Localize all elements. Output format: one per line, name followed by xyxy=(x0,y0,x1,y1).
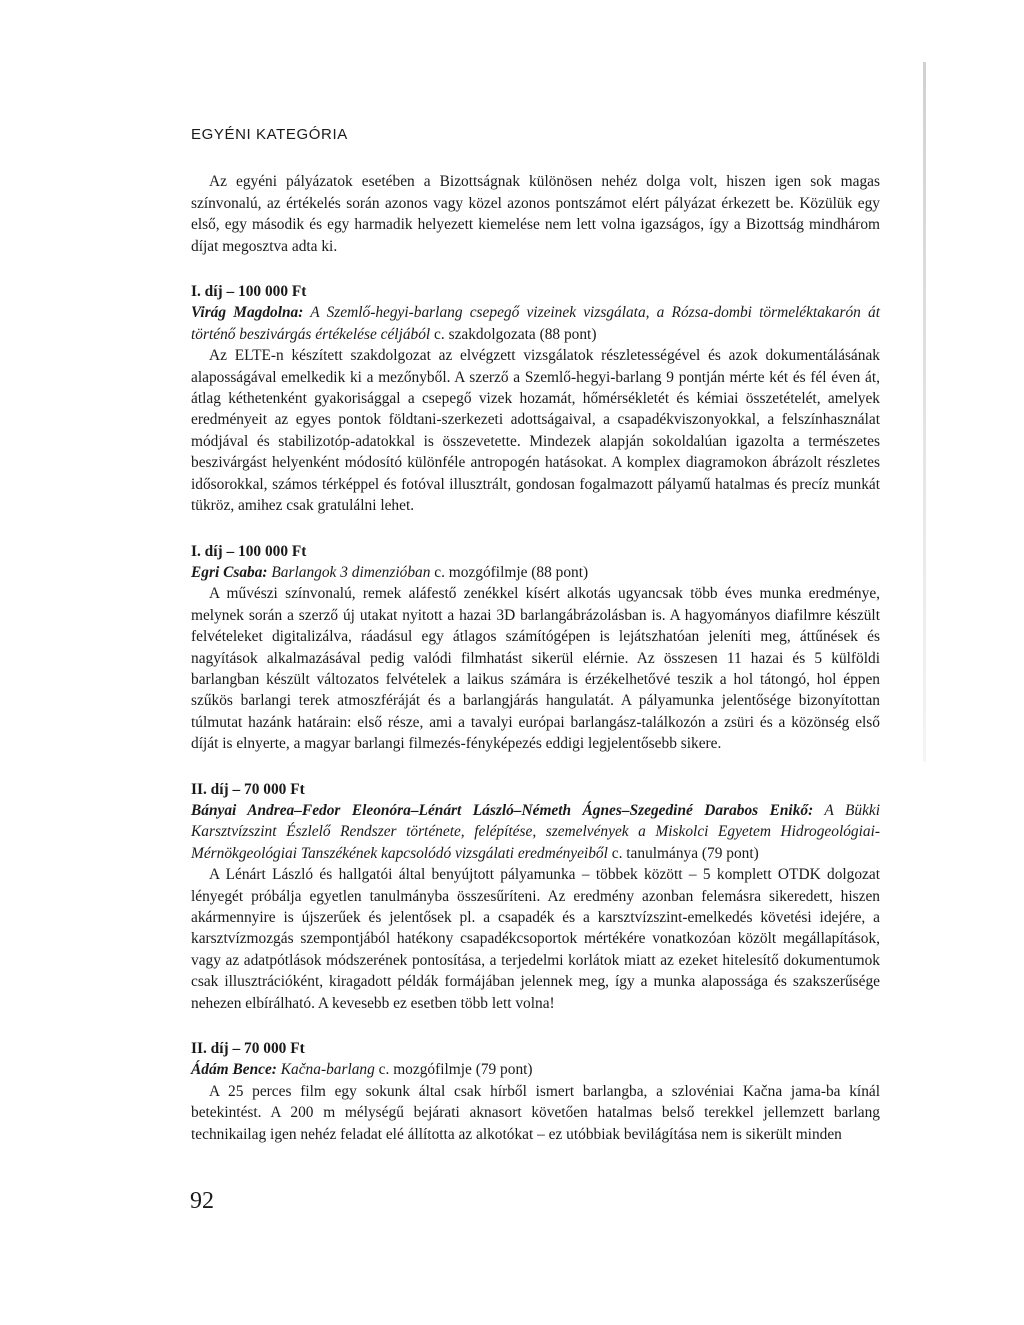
award-entry xyxy=(191,302,880,345)
prize-title: II. díj – 70 000 Ft xyxy=(191,780,305,798)
award-author: Ádám Bence: xyxy=(191,1061,277,1079)
award-evaluation: A Lénárt László és hallgatói által benyújtott pályamunka – többek között – 5 komplett OTDK dolgozat lényegét próbálja egyetlen tanulmányba összesűríteni. Az eredmény azonban felemásra sikeredett, hiszen akármennyire is újszerűek és jelentősek pl. a csapadék és a karsztvízszint-emelkedés követési idejére, a karsztvízmozgás szempontjából hatékony csapadékcsoportok mértékére vonatkozóan közölt megállapítások, vagy az adatpótlások módszerének pontosítása, a terjedelmi korlátok miatt az ezeket hitelesítő dokumentumok csak illusztrációként, kiragadott példák formájában jelennek meg, így a munka alapossága és szakszerűsége nehezen elbírálható. A kevesebb ez esetben több lett volna! xyxy=(191,866,880,1012)
intro-paragraph: Az egyéni pályázatok esetében a Bizottságnak különösen nehéz dolga volt, hiszen igen sok magas színvonalú, az értékelés során azonos vagy közel azonos pontszámot elért pályázat érkezett be. Közülük egy első, egy második és egy harmadik helyezett kiemelése nem lett volna igazságos, így a Bizottság mindhárom díjat megosztva adta ki. xyxy=(191,173,880,255)
award-section-1 xyxy=(191,281,880,516)
award-work-title: A Szemlő-hegyi-barlang csepegő vizeinek vizsgálata, a Rózsa-dombi törmeléktakarón át történő beszivárgás értékelése céljából xyxy=(191,304,880,343)
award-work-type: c. szakdolgozata (88 pont) xyxy=(430,325,597,343)
page-content xyxy=(191,124,880,1145)
award-author: Egri Csaba: xyxy=(191,563,268,581)
award-section-2 xyxy=(191,541,880,755)
award-work-title: Barlangok 3 dimenzióban xyxy=(267,563,431,581)
award-work-type: c. mozgófilmje (79 pont) xyxy=(374,1061,533,1079)
award-section-3 xyxy=(191,779,880,1014)
award-section-4 xyxy=(191,1038,880,1145)
award-work-type: c. mozgófilmje (88 pont) xyxy=(430,563,589,581)
scan-edge-shadow xyxy=(923,62,926,762)
award-evaluation: A 25 perces film egy sokunk által csak hírből ismert barlangba, a szlovéniai Kačna jama-ba kínál betekintést. A 200 m mélységű bejárati aknasort követően hatalmas belső terekkel jellemzett barlang technikailag igen nehéz feladat elé állította az alkotókat – ez utóbbiak bevilágítása nem is sikerült minden xyxy=(191,1082,880,1143)
award-work-type: c. tanulmánya (79 pont) xyxy=(607,844,759,862)
category-heading: EGYÉNI KATEGÓRIA xyxy=(191,126,348,143)
prize-title: I. díj – 100 000 Ft xyxy=(191,283,307,301)
award-evaluation: A művészi színvonalú, remek aláfestő zenékkel kísért alkotás ugyancsak több éves munka eredménye, melynek során a szerző új utakat nyitott a hazai 3D barlangábrázolásban is. A hagyományos diafilmre készült felvételeket digitalizálva, ráadásul egy átlagos számítógépen is lejátszhatóan jeleníti meg, áttűnések és nagyítások alkalmazásával pedig valódi filmhatást sikerül elérnie. Az összesen 11 hazai és 5 külföldi barlangban készült változatos felvételek a laikus számára is érzékelhetővé teszik a hol tátongó, hol éppen szűkös barlangi terek atmoszféráját és a barlangjárás hangulatát. A pályamunka jelentősége bizonyítottan túlmutat hazánk határain: első része, ami a tavalyi európai barlangász-találkozón a zsüri és a közönség első díját is elnyerte, a magyar barlangi filmezés-fényképezés eddigi legjelentősebb sikere. xyxy=(191,585,880,753)
award-author: Bányai Andrea–Fedor Eleonóra–Lénárt László–Németh Ágnes–Szegediné Darabos Enikő: xyxy=(191,801,814,819)
award-entry xyxy=(191,800,880,864)
prize-title: I. díj – 100 000 Ft xyxy=(191,542,307,560)
prize-title: II. díj – 70 000 Ft xyxy=(191,1040,305,1058)
award-entry xyxy=(191,1059,880,1080)
award-work-title: A Bükki Karsztvízszint Észlelő Rendszer története, felépítése, szemelvények a Miskolci Egyetem Hidrogeológiai-Mérnökgeológiai Tanszékének kapcsolódó vizsgálati eredményeiből xyxy=(191,801,881,862)
award-work-title: Kačna-barlang xyxy=(276,1061,375,1079)
award-author: Virág Magdolna: xyxy=(191,304,304,322)
award-evaluation: Az ELTE-n készített szakdolgozat az elvégzett vizsgálatok részletességével és azok dokumentálásának alaposságával emelkedik ki a mezőnyből. A szerző a Szemlő-hegyi-barlang 9 pontján mérte két és fél éven át, átlag kéthetenként gyakorisággal a csepegő vizek hozamát, hőmérsékletét és kémiai összetételét, amelyek eredményeit az egyes pontok földtani-szerkezeti adottságaival, a csapadékviszonyokkal, a felszínhasználat módjával és stabilizotóp-adatokkal is összevetette. Mindezek alapján sokoldalúan igazolta a természetes beszivárgást helyenként módosító különféle antropogén hatásokat. A komplex diagramokon ábrázolt részletes idősorokkal, számos térképpel és fotóval illusztrált, gondosan fogalmazott pályamű hatalmas és precíz munkát tükröz, amihez csak gratulálni lehet. xyxy=(191,347,880,515)
page-number: 92 xyxy=(190,1188,214,1214)
award-entry xyxy=(191,562,880,583)
